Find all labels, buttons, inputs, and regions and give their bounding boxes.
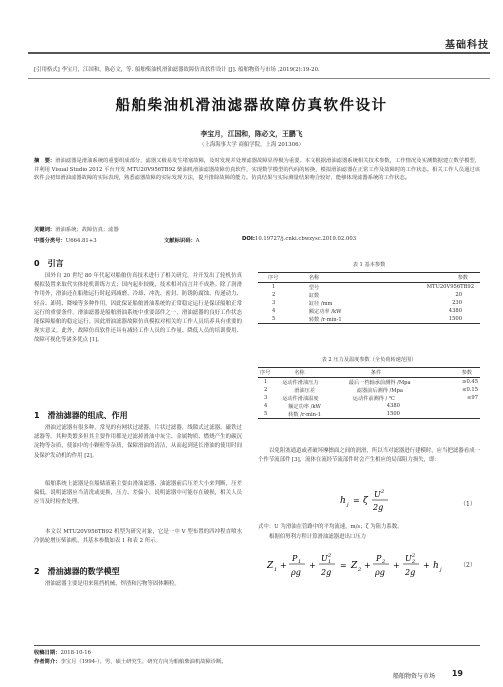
svg-text:+: + (280, 561, 287, 570)
equation-1 (338, 484, 418, 514)
equation-1-graphic (338, 484, 418, 514)
keywords-label: 关键词： (34, 227, 56, 233)
table-cell: 缸数 (308, 292, 320, 299)
table-cell: 运动件滑油温度 (282, 395, 319, 402)
section-2-text: 滑油滤器主要是用来阻挡机械、焊渣和污物等固体颗粒。 (45, 581, 180, 587)
table-cell: 2 (272, 292, 276, 298)
header-rule (28, 52, 490, 54)
table-row (258, 283, 480, 292)
abstract-label: 摘 要： (34, 158, 56, 164)
svg-text:2: 2 (382, 559, 386, 565)
table-cell: ≤97 (467, 395, 478, 401)
svg-text:2g: 2g (405, 568, 416, 577)
table-row (258, 402, 480, 410)
table-2-header: 参数 (461, 370, 472, 376)
table-cell: 1500 (448, 316, 462, 322)
table-cell: 4380 (386, 403, 400, 409)
table-cell: 2 (264, 387, 268, 393)
doc-code-label: 文献标识码： (164, 238, 196, 244)
svg-text:+: + (364, 561, 371, 570)
svg-text:ζ: ζ (363, 496, 368, 506)
abstract-text: 滑油滤器是滑油系统的重要组成部分，滤器又极易发生堵塞故障，及时发现并处理滤器故障显得极为重要。本文根据滑油滤器系统相关技术参数，工作情况及实测数据建立数学模型，并利用 Visual Studio 2012 平台开发 MTU20V956TB92 柴油机滑油滤器故障仿真软件，实现数学模型的代码的转换，模拟滑油滤器在正常工作及故障时的工作状态。相关工作人员通过该软件会初知滑油滤器故障的实际表现，熟悉滤器故障的实际发现方法，提升排除故障的能力。仿真结果与实际测量结果吻合较好，能够体现滤器系统的工作状态。 (34, 158, 480, 182)
doi-label: DOI: (242, 236, 255, 242)
page-number: 19 (451, 669, 463, 678)
table-cell: MTU20V956TB92 (426, 284, 474, 290)
table-row (258, 315, 480, 324)
table-cell: 额定功率 /kW (288, 403, 321, 410)
table-cell: 1 (272, 284, 276, 290)
section-1-para-2: 船舶系统上滤器是在船储液箱主要由滑油滤器、油滤器前后压差大小来判断，压差偏低，说明滤器应当清洗或更换，压力、差偏小，说明滤器中可能存在破损，相关人员应当及时检查处理。 (34, 481, 242, 506)
cls-value: U664.81+3 (65, 238, 97, 244)
svg-text:+: + (309, 561, 316, 570)
table-row (258, 307, 480, 315)
table-cell: 1 (264, 379, 268, 385)
svg-text:=: = (340, 561, 347, 570)
author-bio-text: 李宝月（1994-），男，硕士研究生，研究方向为船舶柴油机故障诊断。 (60, 659, 227, 665)
svg-text:ρg: ρg (375, 568, 385, 577)
table-2-header: 条件 (370, 370, 382, 376)
svg-text:h: h (433, 561, 439, 571)
svg-text:Z: Z (267, 561, 274, 571)
table-1-header: 名称 (308, 275, 320, 281)
table-row (258, 291, 480, 299)
table-cell: 4 (272, 308, 276, 314)
doc-code-value: A (195, 238, 200, 244)
svg-text:U: U (374, 490, 381, 499)
svg-text:2: 2 (412, 553, 416, 559)
table-cell: 运动件前测得 / ℃ (352, 395, 395, 402)
equation-2-graphic (265, 548, 455, 582)
svg-text:2g: 2g (373, 503, 384, 512)
abstract (34, 157, 480, 183)
paper-title: 船舶柴油机滑油滤器故障仿真软件设计 (115, 98, 388, 114)
table-row (258, 394, 480, 402)
svg-text:U: U (405, 554, 412, 563)
citation-line: [引用格式] 李宝月，江国和，陈必文，等. 船舶柴油机滑油滤器故障仿真软件设计 [J]. 船舶物资与市场 ,2019(2):19-20. (34, 67, 320, 73)
table-cell: ≥0.45 (462, 379, 478, 385)
table-cell: 3 (264, 395, 268, 401)
svg-text:ρg: ρg (291, 568, 301, 577)
svg-text:P: P (292, 554, 298, 563)
svg-text:U: U (321, 554, 328, 563)
table-row (258, 386, 480, 394)
table-cell: 最后一档轴承前测得 /Mpa (348, 379, 411, 386)
keywords (34, 225, 480, 233)
equation-1-number: （1） (460, 501, 476, 508)
received-value: 2018-10-16 (60, 650, 92, 656)
citation-rule (28, 78, 490, 79)
svg-text:j: j (440, 567, 442, 573)
table-cell: 230 (452, 300, 462, 306)
table-cell (436, 402, 480, 410)
table-cell: 滑油压差 (294, 387, 315, 394)
table-row (258, 299, 480, 307)
table-cell: ≤0.15 (462, 387, 478, 393)
table-cell: 5 (272, 316, 276, 322)
section-1-para-3: 本文以 MTU20V956TB92 机型为研究对象，它是一中 V 型布置的四冲程直喷水冷涡轮增压柴油机，其基本参数如表 1 和表 2 所示。 (34, 529, 242, 545)
table-cell: 转数 /r·min-1 (308, 316, 342, 323)
svg-text:1: 1 (274, 567, 278, 573)
svg-text:2: 2 (412, 559, 416, 565)
keywords-text: 滑油系统；故障仿真；滤器 (55, 227, 119, 233)
table-2-header: 名称 (294, 370, 305, 376)
svg-text:2: 2 (328, 553, 332, 559)
svg-text:j: j (347, 502, 349, 508)
section-tag: 基础科技 (445, 40, 489, 51)
author-bio (34, 657, 480, 665)
section-1-para-1: 滑油过滤器有很多种，常见的有网状过滤器，片状过滤器，线隙式过滤器、磁铁过滤器等。其种类繁多但其主要作用都是过滤掉滑油中灰尘、金属物质、燃烧产生的碳沉淀物等杂质，使油中的小颗粒等杂质，保障滑油的清洁，从而起到延长滑油的使用时间及保护发动机的作用 [2]。 (34, 425, 242, 459)
table-cell: 型号 (308, 284, 320, 291)
table-row (258, 378, 480, 387)
table-cell: 20 (455, 292, 462, 298)
table-2-caption: 表 2 压力及温度参数（全负荷转速范围） (321, 357, 417, 363)
svg-text:h: h (340, 496, 346, 506)
svg-text:+: + (393, 561, 400, 570)
author-list: 李宝月，江国和，陈必文，王鹏飞 (200, 130, 303, 138)
table-cell: 4 (264, 403, 268, 409)
svg-text:1: 1 (298, 559, 302, 565)
table-cell: 运动件滑油压力 (282, 379, 319, 386)
svg-text:P: P (376, 554, 382, 563)
cls-label: 中图分类号： (34, 238, 66, 244)
equation-2-number: （2） (460, 562, 476, 569)
table-2-header: 序号 (260, 370, 271, 376)
svg-text:1: 1 (328, 559, 332, 565)
table-1-header: 序号 (268, 275, 279, 281)
table-cell: 缸径 /mm (308, 300, 333, 307)
table-cell: 5 (264, 411, 268, 417)
right-para-3: 根据伯努利方程计算滑油滤器进出口压力 (269, 534, 367, 540)
doi-value: 10.19727/j.cnki.cbwzysc.2019.02.003 (255, 236, 357, 242)
equation-2 (265, 548, 455, 582)
table-cell (436, 410, 480, 419)
section-2-heading: 2 滑油滤器的数学模型 (34, 567, 120, 576)
svg-text:=: = (353, 496, 360, 505)
svg-text:Z: Z (351, 561, 358, 571)
right-para-2: 式中：U 为滑油在管路中的平均流速，m/s；ζ 为阻力系数。 (258, 524, 403, 530)
table-cell: 滤器前后测得 /Mpa (356, 387, 404, 394)
table-cell: 4380 (448, 308, 462, 314)
section-1-heading: 1 滑油滤器的组成、作用 (34, 411, 128, 420)
right-para-1: 以免阻塞通道或者破坏摩擦面之间的润滑，所以当对滤器进行建模时，应当把滤器看成一个作节流部件 [3]，流体在流经节流部件时会产生相应的局部阻力损失，即： (258, 448, 480, 464)
table-1-header: 参数 (457, 275, 468, 281)
table-cell: 转数 /r·min-1 (288, 411, 322, 418)
author-bio-label: 作者简介： (34, 659, 61, 665)
section-0-text: 国外自 20 世纪 80 年代起对船舶仿真技术进行了相关研究，并开发出了轮机仿真模拟装置来取代实体轮机训练方式；国内起步较晚，技术相对而言并不成熟。除了润滑作用外，滑油还在船舶运行时起到减磨、冷却、冲洗、密封、防锈防腐蚀、传递动力、轻音、卸荷、降噪等多种作用。因此保证船舶滑油系统的正常稳定运行是保证船舶正常运行的重要条件。滑油滤器是船舶滑油系统中重要部件之一，滑油滤器的良好工作状态能保障船舶的稳定运行。因此滑油滤器故障仿真模拟对相关的工作人员培养具有重要的现实意义。此外，故障仿真软件还具有减轻工作人员的工作量、降低人员的培训费用、故障可视化等诸多优点 [1]。 (34, 273, 242, 344)
svg-text:2g: 2g (321, 568, 332, 577)
table-cell: 3 (272, 300, 276, 306)
table-row (258, 410, 480, 419)
table-1-caption: 表 1 基本参数 (352, 262, 386, 268)
footnote-rule (34, 645, 480, 646)
table-2 (258, 367, 480, 419)
table-cell: 1500 (386, 411, 400, 417)
affiliation: （上海海事大学 商船学院，上海 201306） (199, 142, 304, 148)
svg-text:+: + (423, 561, 430, 570)
svg-text:2: 2 (358, 567, 362, 573)
table-cell: 额定功率 /kW (308, 308, 342, 315)
svg-text:2: 2 (381, 489, 385, 495)
section-0-heading: 0 引言 (34, 259, 64, 268)
received-label: 收稿日期： (34, 650, 61, 656)
table-1 (258, 272, 480, 324)
received-date (34, 648, 91, 656)
journal-name-footer: 船舶物资与市场 (392, 673, 435, 680)
